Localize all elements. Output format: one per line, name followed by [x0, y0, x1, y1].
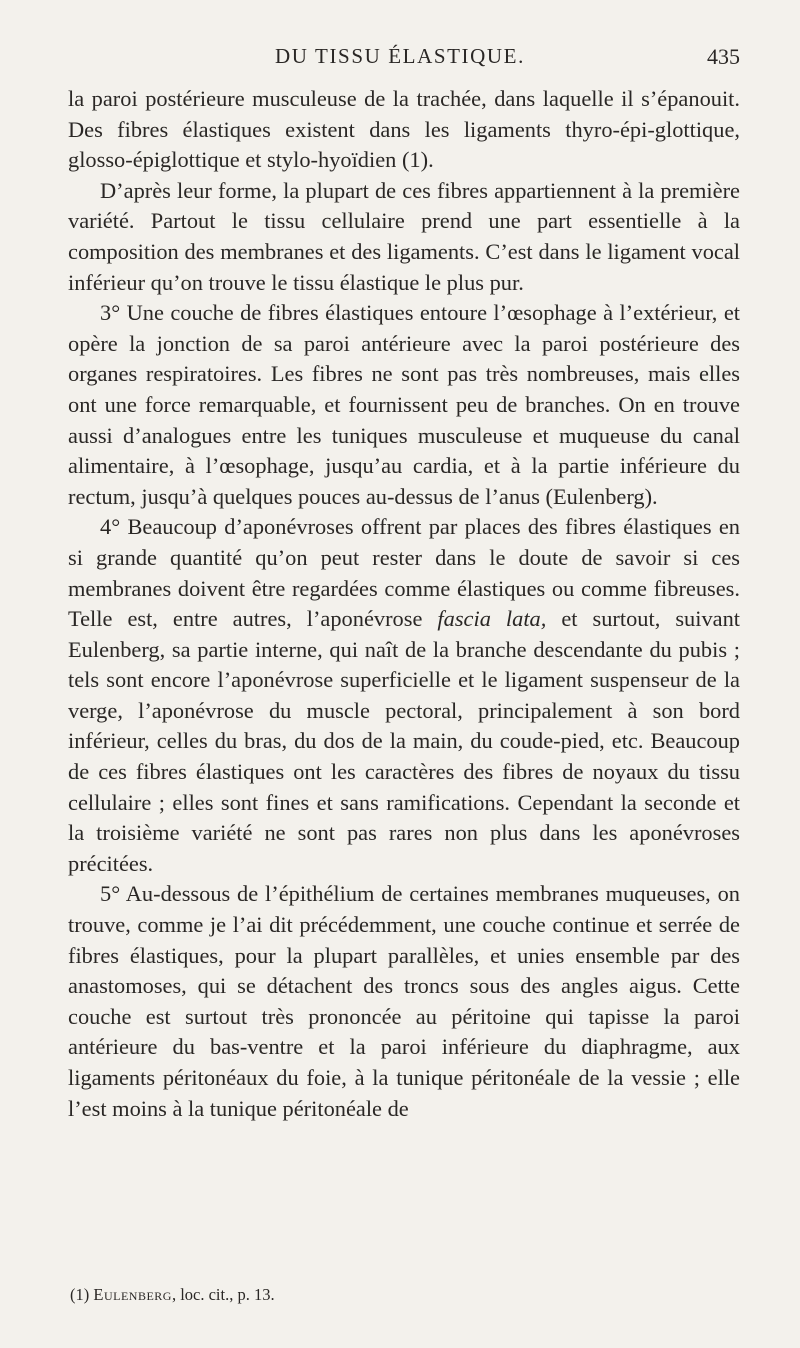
paragraph-item-3: 3° Une couche de fibres élastiques entoure l’œsophage à l’extérieur, et opère la jonction de sa paroi antérieure avec la paroi postérieure des organes respiratoires. Les fibres ne sont pas très nombreuses, mais elles ont une force remarquable, et fournissent peu de branches. On en trouve aussi d’analogues entre les tuniques musculeuse et muqueuse du canal alimentaire, à l’œsophage, jusqu’au cardia, et à la partie inférieure du rectum, jusqu’à quelques pouces au-dessus de l’anus (Eulenberg).	[68, 300, 740, 509]
paragraph-item-4	[68, 512, 740, 879]
footnote	[70, 1284, 740, 1306]
paragraph-item-4-text-b: et surtout, suivant Eulenberg, sa partie interne, qui naît de la branche descendante du pubis ; tels sont encore l’aponévrose superficielle et le ligament suspenseur de la verge, l’aponévrose du muscle pectoral, principalement à son bord inférieur, celles du bras, du dos de la main, du coude-pied, etc. Beaucoup de ces fibres élastiques ont les caractères des fibres de noyaux du tissu cellulaire ; elles sont fines et sans ramifications. Cependant la seconde et la troisième variété ne sont pas rares non plus dans les aponévroses précitées.	[68, 606, 741, 876]
footnote-citation: , loc. cit., p. 13.	[171, 1285, 275, 1304]
running-title: DU TISSU ÉLASTIQUE.	[275, 44, 525, 68]
paragraph-item-5: 5° Au-dessous de l’épithélium de certaines membranes muqueuses, on trouve, comme je l’ai dit précédemment, une couche continue et serrée de fibres élastiques, pour la plupart parallèles, et unies ensemble par des anastomoses, qui se détachent des troncs sous des angles aigus. Cette couche est surtout très prononcée au péritoine qui tapisse la paroi antérieure du bas-ventre et la paroi inférieure du diaphragme, aux ligaments péritonéaux du foie, à la tunique péritonéale de la vessie ; elle l’est moins à la tunique péritonéale de	[68, 881, 740, 1121]
paragraph-item-4-text-a: 4° Beaucoup d’aponévroses offrent par places des fibres élastiques en si grande quantité qu’on peut rester dans le doute de savoir si ces membranes doivent être regardées comme élastiques ou comme fibreuses. Telle est, entre autres, l’aponévrose	[68, 514, 740, 632]
page-number: 435	[707, 44, 740, 69]
footnote-author: Eulenberg	[93, 1285, 172, 1304]
running-head	[0, 44, 800, 74]
body-text	[68, 84, 740, 1124]
paragraph-continuation: la paroi postérieure musculeuse de la trachée, dans laquelle il s’épanouit. Des fibres élastiques existent dans les ligaments thyro-épi-glottique, glosso-épiglottique et stylo-hyoïdien (1).	[68, 86, 740, 173]
footnote-mark: (1)	[70, 1285, 90, 1304]
paragraph-fibre-forms: D’après leur forme, la plupart de ces fibres appartiennent à la première variété. Partout le tissu cellulaire prend une part essentielle à la composition des membranes et des ligaments. C’est dans le ligament vocal inférieur qu’on trouve le tissu élastique le plus pur.	[68, 177, 740, 295]
paragraph-item-4-italic: fascia lata,	[437, 606, 547, 632]
